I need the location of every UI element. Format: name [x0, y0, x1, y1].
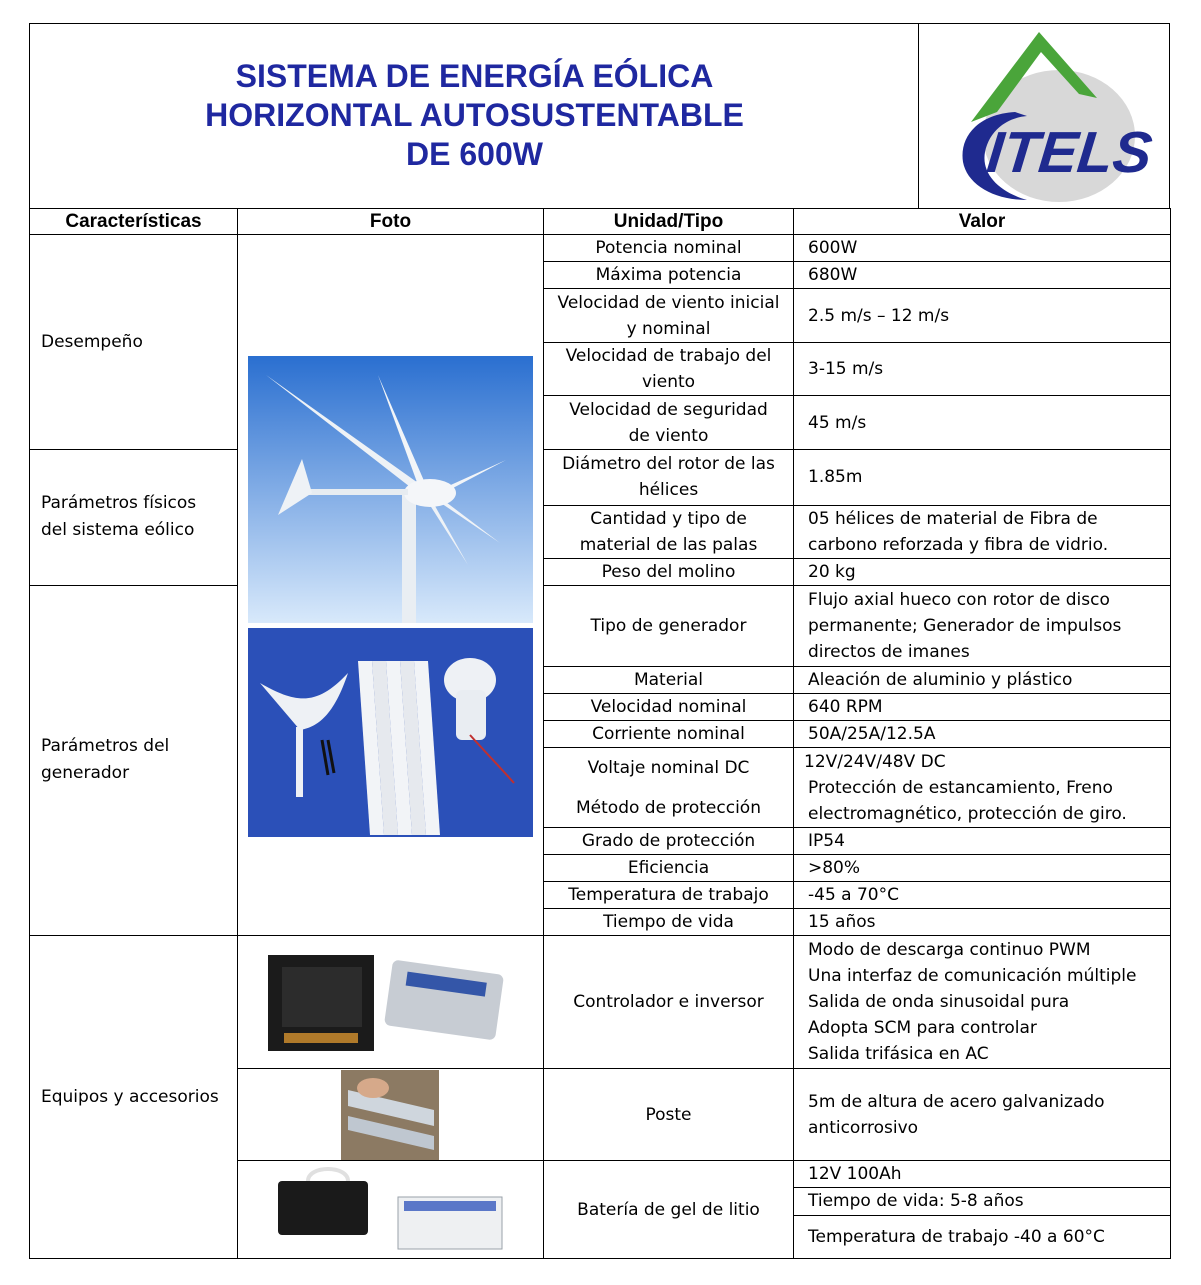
pole-photo: [238, 1070, 544, 1160]
value-cell: [794, 235, 1171, 262]
unit-cell: [544, 828, 794, 855]
value-text: Flujo axial hueco con rotor de disco: [808, 589, 1110, 610]
value-text: 45 m/s: [808, 412, 867, 433]
title-line-2: HORIZONTAL AUTOSUSTENTABLE: [205, 97, 744, 133]
value-cell: [794, 667, 1171, 694]
unit-text: hélices: [638, 480, 699, 501]
table-row: [30, 936, 1171, 1069]
wind-turbine-photo: [248, 356, 533, 623]
unit-cell: [544, 396, 794, 450]
category-text: generador: [41, 763, 130, 784]
unit-text: Grado de protección: [581, 831, 756, 851]
itels-logo: [919, 24, 1169, 208]
unit-text: Peso del molino: [601, 561, 736, 582]
value-text: 20 kg: [808, 561, 856, 582]
photo-cell-battery: [238, 1161, 544, 1259]
value-text: 680W: [808, 265, 858, 285]
unit-text: y nominal: [626, 318, 711, 339]
spec-sheet: [29, 23, 1170, 1260]
value-text: carbono reforzada y fibra de vidrio.: [808, 534, 1109, 555]
value-cell: [794, 585, 1171, 667]
value-text: directos de imanes: [808, 641, 970, 662]
unit-cell: [544, 262, 794, 289]
unit-text: viento: [641, 372, 696, 392]
logo-text: ITELS: [984, 120, 1156, 185]
value-text: 5m de altura de acero galvanizado: [808, 1091, 1105, 1112]
value-text: permanente; Generador de impulsos: [808, 615, 1122, 636]
value-cell: [794, 1161, 1171, 1188]
unit-text: Corriente nominal: [592, 724, 745, 744]
value-text: >80%: [808, 858, 861, 878]
turbine-parts-photo: [248, 628, 533, 837]
value-cell: [794, 505, 1171, 558]
unit-text: Material: [633, 670, 704, 690]
category-text: del sistema eólico: [41, 520, 195, 541]
photo-cell-turbine: [238, 235, 544, 936]
category-text: Parámetros del: [41, 736, 170, 757]
value-cell: [794, 694, 1171, 721]
value-text: Salida de onda sinusoidal pura: [808, 992, 1070, 1012]
unit-cell: [544, 1069, 794, 1161]
unit-text: Eficiencia: [627, 858, 710, 878]
unit-cell: [544, 585, 794, 667]
unit-text: Velocidad nominal: [590, 697, 747, 717]
unit-text: Poste: [645, 1104, 692, 1125]
value-cell: [794, 262, 1171, 289]
value-cell: [794, 882, 1171, 909]
value-text: 2.5 m/s – 12 m/s: [808, 305, 950, 326]
value-text: Modo de descarga continuo PWM: [808, 940, 1091, 960]
value-cell: [794, 909, 1171, 936]
value-cell: [794, 1188, 1171, 1215]
value-cell: [794, 558, 1171, 585]
unit-cell: [544, 667, 794, 694]
unit-text: Velocidad de seguridad: [569, 399, 768, 420]
value-text: -45 a 70°C: [808, 885, 899, 905]
unit-text: Tipo de generador: [590, 615, 747, 636]
unit-text: Máxima potencia: [595, 265, 742, 285]
column-header: Valor: [794, 209, 1171, 235]
unit-cell: [544, 343, 794, 396]
table-row: [30, 235, 1171, 262]
value-cell: [794, 343, 1171, 396]
title-cell: [30, 24, 919, 208]
value-text: 3-15 m/s: [808, 359, 884, 379]
value-text: 12V 100Ah: [808, 1164, 902, 1185]
unit-cell: [544, 235, 794, 262]
photo-placeholder: [238, 235, 544, 935]
unit-text: Batería de gel de litio: [577, 1199, 760, 1220]
category-equipos: Equipos y accesorios: [30, 936, 238, 1259]
value-cell: [794, 450, 1171, 506]
table-row: [30, 450, 1171, 506]
header-row: [29, 23, 1170, 209]
unit-cell: [544, 505, 794, 558]
value-text: 05 hélices de material de Fibra de: [808, 508, 1098, 529]
value-text: 15 años: [808, 912, 876, 932]
value-cell: [794, 936, 1171, 1069]
logo-cell: [919, 24, 1169, 208]
unit-cell: [544, 748, 794, 828]
unit-text: Cantidad y tipo de: [590, 508, 747, 529]
unit-cell: [544, 855, 794, 882]
value-text: Aleación de aluminio y plástico: [808, 670, 1073, 690]
unit-cell: [544, 694, 794, 721]
unit-text: Temperatura de trabajo: [568, 885, 769, 905]
value-cell: [794, 289, 1171, 343]
value-text: 640 RPM: [808, 697, 883, 717]
value-text: 12V/24V/48V DC: [804, 751, 946, 772]
value-text: 50A/25A/12.5A: [808, 724, 936, 744]
photo-cell-controller: [238, 936, 544, 1069]
value-text: Tiempo de vida: 5-8 años: [808, 1191, 1024, 1212]
value-text: 1.85m: [808, 467, 863, 488]
value-cell: [794, 855, 1171, 882]
unit-cell: [544, 1161, 794, 1259]
unit-cell: [544, 558, 794, 585]
spec-table: [29, 208, 1171, 1259]
unit-text: material de las palas: [579, 534, 758, 555]
unit-text: Velocidad de viento inicial: [557, 292, 780, 313]
unit-cell: [544, 882, 794, 909]
unit-cell: [544, 909, 794, 936]
battery-photo: [238, 1161, 544, 1258]
value-text: anticorrosivo: [808, 1117, 919, 1138]
value-text: Adopta SCM para controlar: [808, 1018, 1037, 1038]
unit-text: Controlador e inversor: [573, 992, 764, 1012]
column-header: Unidad/Tipo: [544, 209, 794, 235]
unit-cell: [544, 721, 794, 748]
category-generador: [30, 585, 238, 936]
column-header: Foto: [238, 209, 544, 235]
page-title: [30, 57, 919, 174]
unit-text: Voltaje nominal DC: [587, 757, 750, 778]
unit-cell: [544, 936, 794, 1069]
category-desempeno: Desempeño: [30, 235, 238, 450]
value-cell: [794, 748, 1171, 828]
value-text: IP54: [808, 831, 845, 851]
value-text: Protección de estancamiento, Freno: [808, 777, 1113, 798]
table-row: [30, 585, 1171, 667]
table-header-row: [30, 209, 1171, 235]
unit-text: Método de protección: [576, 797, 761, 818]
title-line-1: SISTEMA DE ENERGÍA EÓLICA: [235, 58, 714, 94]
unit-cell: [544, 289, 794, 343]
value-text: Una interfaz de comunicación múltiple: [808, 966, 1137, 986]
value-text: 600W: [808, 238, 858, 258]
unit-cell: [544, 450, 794, 506]
value-text: electromagnético, protección de giro.: [808, 803, 1127, 824]
unit-text: Potencia nominal: [595, 238, 742, 258]
value-cell: [794, 721, 1171, 748]
value-cell: [794, 1069, 1171, 1161]
unit-text: Diámetro del rotor de las: [562, 454, 775, 475]
category-text: Parámetros físicos: [41, 493, 197, 514]
column-header: Características: [30, 209, 238, 235]
value-cell: [794, 1215, 1171, 1258]
photo-cell-pole: [238, 1069, 544, 1161]
unit-text: de viento: [628, 425, 709, 446]
value-cell: [794, 828, 1171, 855]
value-text: Temperatura de trabajo -40 a 60°C: [808, 1226, 1105, 1247]
unit-text: Tiempo de vida: [603, 912, 734, 932]
controller-inverter-photo: [238, 937, 544, 1068]
unit-text: Velocidad de trabajo del: [565, 346, 772, 366]
title-line-3: DE 600W: [406, 136, 543, 172]
category-fisicos: [30, 450, 238, 586]
value-cell: [794, 396, 1171, 450]
value-text: Salida trifásica en AC: [808, 1044, 989, 1064]
